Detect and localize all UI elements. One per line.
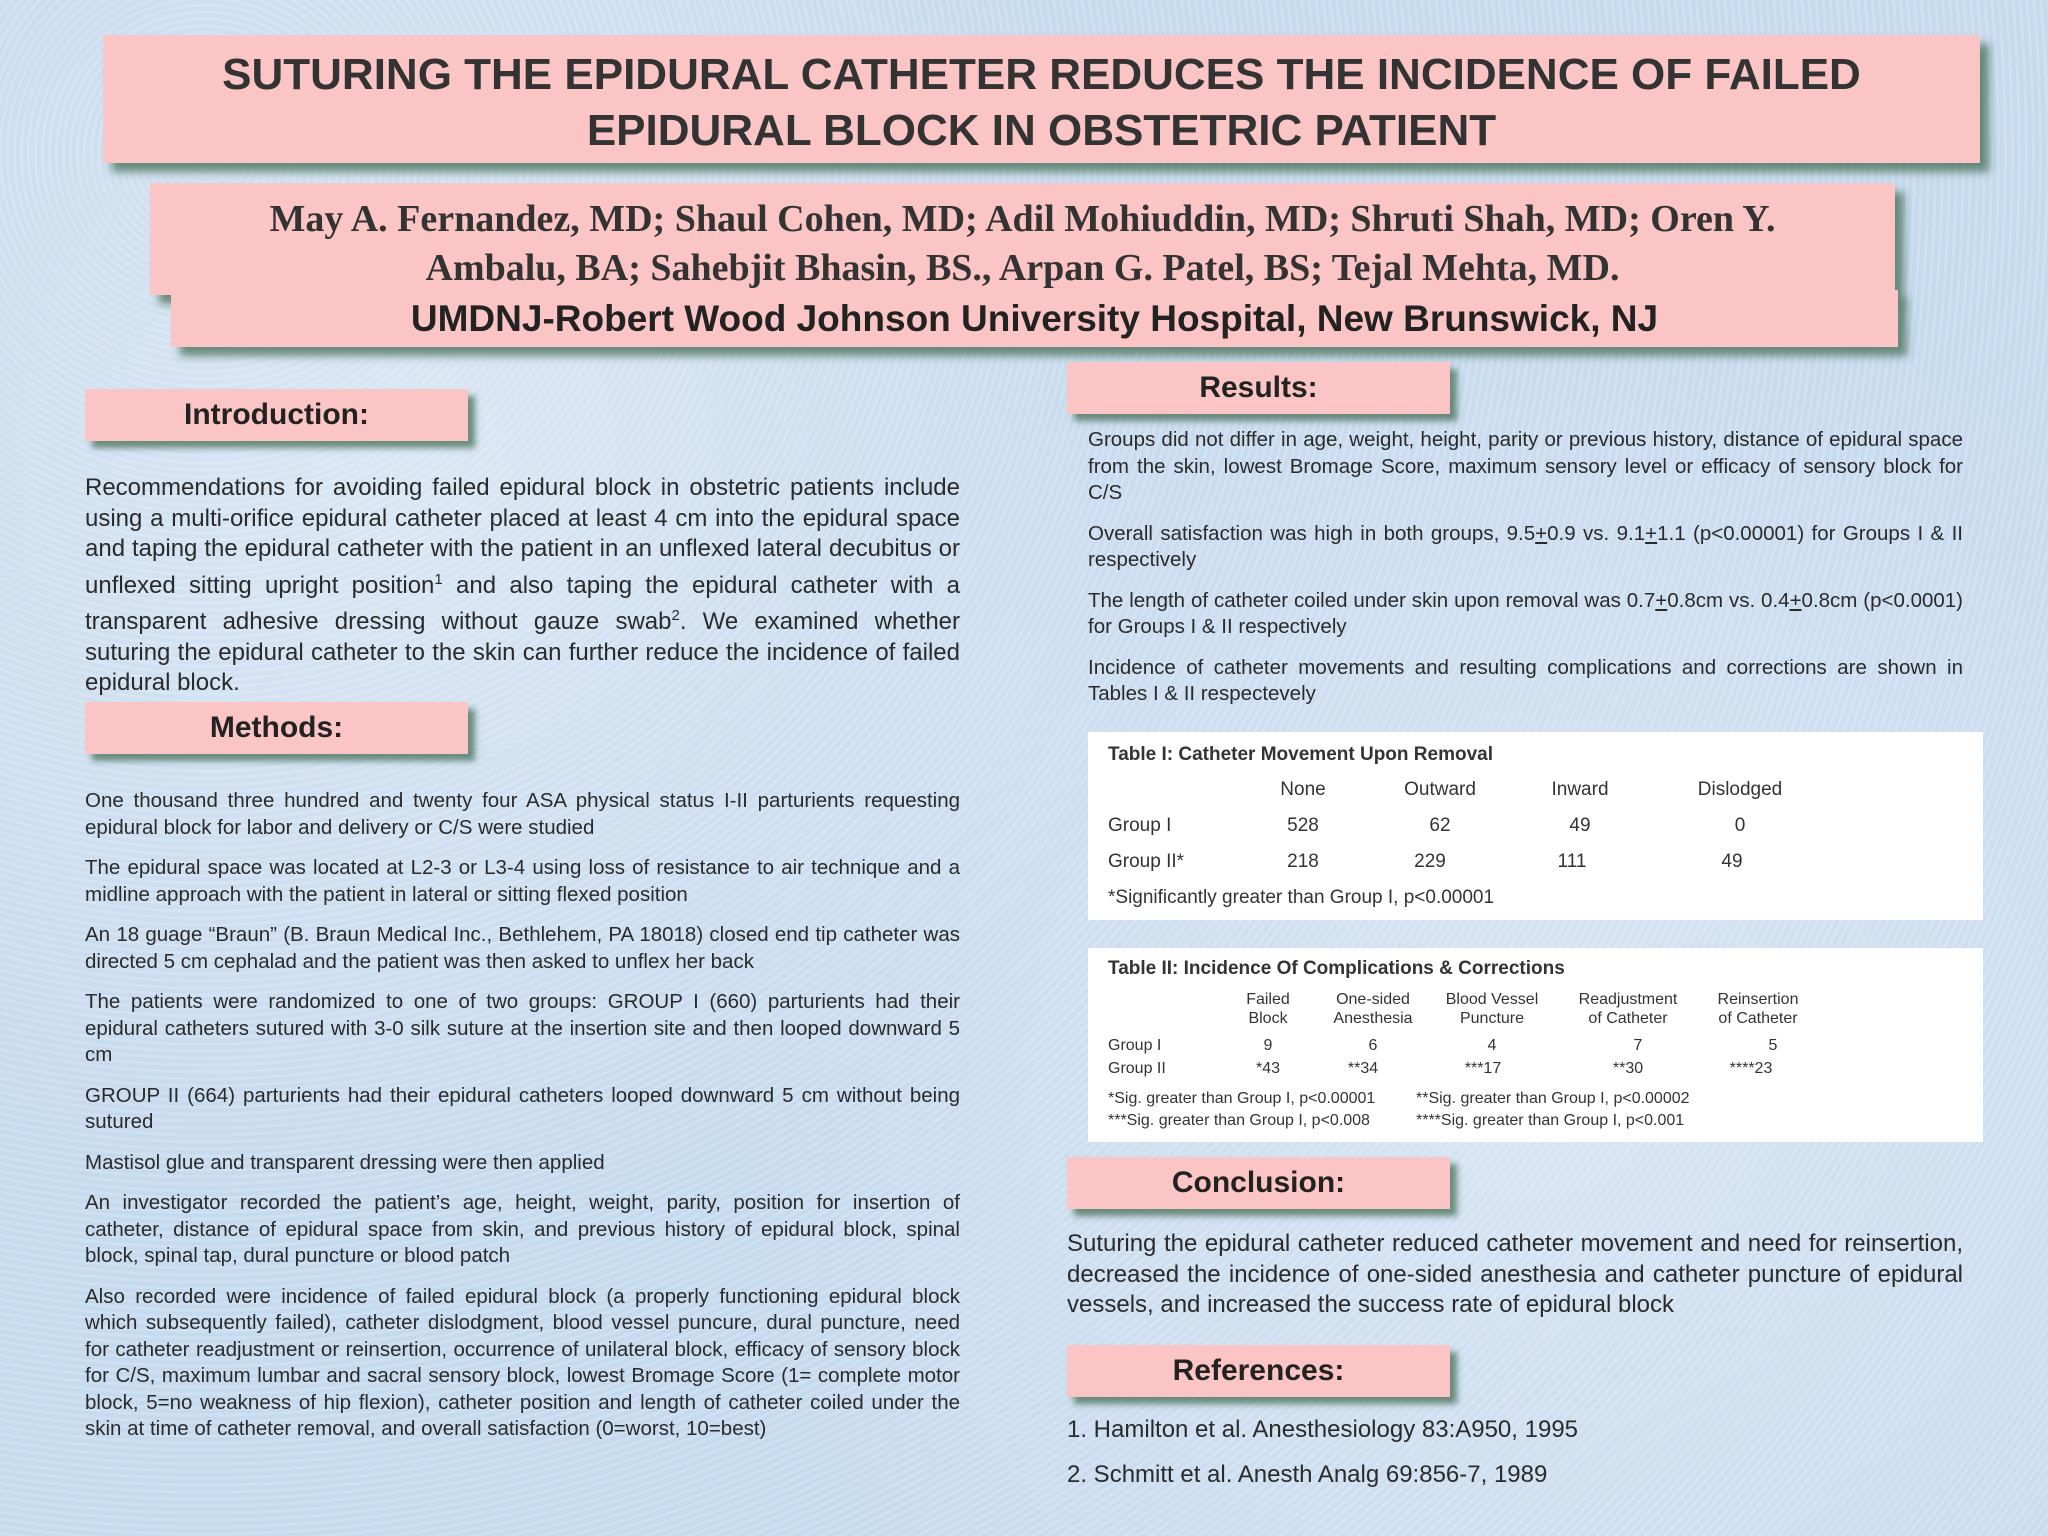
table-cell: **30 [1612,1060,1644,1077]
table-2-footnote: ***Sig. greater than Group I, p<0.008 [1108,1112,1370,1129]
plus-minus: + [1789,588,1802,612]
methods-body [85,788,960,1443]
header-line: Failed [1246,991,1290,1008]
header-line: of Catheter [1718,1010,1798,1027]
affiliation-banner [171,290,1898,347]
table-1-footnote: *Significantly greater than Group I, p<0.00001 [1108,887,1495,908]
table-cell: 49 [1569,815,1591,836]
methods-paragraph: An 18 guage “Braun” (B. Braun Medical Inc., Bethlehem, PA 18018) closed end tip catheter was directed 5 cm cephalad and the patient was then asked to unflex her back [85,923,960,973]
conclusion-body [1067,1229,1963,1321]
table-cell: 5 [1768,1037,1778,1054]
methods-paragraph: Mastisol glue and transparent dressing were then applied [85,1150,605,1174]
table-cell: 6 [1368,1037,1378,1054]
results-text: Overall satisfaction was high in both groups, 9.5 [1088,521,1536,545]
results-text: 0.8cm vs. 0.4 [1667,588,1790,612]
table-cell: 62 [1429,815,1451,836]
table-1-header: Outward [1404,779,1476,800]
intro-text-2: and also taping the epidural catheter with a transparent adhesive dressing without gauze swab [85,571,961,635]
results-heading: Results: [1067,362,1450,414]
results-text: 0.9 vs. 9.1 [1547,521,1646,545]
results-text: 1.1 (p<0.00001) for Groups I & II respectively [1088,521,1964,571]
table-2-header [1553,990,1703,1028]
methods-heading: Methods: [85,702,468,754]
table-row-label: Group I [1108,1037,1162,1054]
table-cell: ***17 [1464,1060,1502,1077]
results-body [1088,427,1963,708]
authors-banner [150,183,1895,295]
title-banner [103,35,1980,163]
conclusion-paragraph: Suturing the epidural catheter reduced catheter movement and need for reinsertion, decreased the incidence of one-sided anesthesia and catheter puncture of epidural vessels, and increased the success rate of epidural block [1067,1230,1963,1318]
references-heading: References: [1067,1345,1450,1397]
authors-line-2: Ambalu, BA; Sahebjit Bhasin, BS., Arpan G. Patel, BS; Tejal Mehta, MD. [425,247,1620,289]
references-list [1067,1415,1963,1490]
references-body [1067,1415,1963,1504]
results-paragraph [1088,588,1963,641]
methods-paragraph: The epidural space was located at L2-3 or L3-4 using loss of resistance to air technique and a midline approach with the patient in lateral or sitting flexed position [85,856,960,906]
results-paragraph: Incidence of catheter movements and resulting complications and corrections are shown in Tables I & II respectevely [1088,655,1963,705]
table-cell: **34 [1347,1060,1379,1077]
table-row-label: Group II [1108,1060,1166,1077]
methods-paragraph: An investigator recorded the patient’s age, height, weight, parity, position for insertion of catheter, distance of epidural space from skin, and previous history of epidural block, spinal block, spinal tap, dural puncture or blood patch [85,1191,960,1267]
table-2-header [1688,990,1828,1028]
table-2-header [1422,990,1562,1028]
header-line: of Catheter [1588,1010,1668,1027]
citation-2: 2 [671,607,680,624]
plus-minus: + [1645,521,1658,545]
table-1 [1088,732,1983,920]
table-cell: 229 [1414,851,1446,872]
title-line-1: SUTURING THE EPIDURAL CATHETER REDUCES THE INCIDENCE OF FAILED [222,50,1861,99]
table-cell: 49 [1721,851,1743,872]
table-cell: 218 [1287,851,1319,872]
table-cell: ****23 [1729,1060,1773,1077]
table-2-footnote: ****Sig. greater than Group I, p<0.001 [1416,1112,1685,1129]
header-line: Blood Vessel [1445,991,1539,1008]
table-cell: 111 [1557,851,1587,872]
reference-item: 1. Hamilton et al. Anesthesiology 83:A950, 1995 [1067,1416,1579,1443]
table-cell: 9 [1263,1037,1273,1054]
table-2 [1088,948,1983,1142]
introduction-heading: Introduction: [85,389,468,441]
plus-minus: + [1535,521,1548,545]
table-cell: 528 [1287,815,1319,836]
table-2-title: Table II: Incidence Of Complications & Corrections [1108,958,1565,979]
methods-paragraph: The patients were randomized to one of two groups: GROUP I (660) parturients had their epidural catheters sutured with 3-0 silk suture at the insertion site and then looped downward 5 cm [85,990,960,1066]
table-1-title: Table I: Catheter Movement Upon Removal [1108,744,1493,765]
header-line: Reinsertion [1717,991,1799,1008]
results-text: 0.8cm (p<0.0001) for Groups I & II respectively [1088,588,1963,638]
methods-paragraph: Also recorded were incidence of failed epidural block (a properly functioning epidural block which subsequently failed), catheter dislodgment, blood vessel puncure, dural puncture, need for catheter readjustment or reinsertion, occurrence of unilateral block, efficacy of sensory block for C/S, maximum lumbar and sacral sensory block, lowest Bromage Score (1= complete motor block, 5=no weakness of hip flexion), catheter position and length of catheter coiled under the skin at time of catheter removal, and overall satisfaction (0=worst, 10=best) [85,1284,960,1440]
header-line: Block [1248,1010,1288,1027]
table-cell: 7 [1633,1037,1643,1054]
header-line: Anesthesia [1333,1010,1413,1027]
table-2-footnote: *Sig. greater than Group I, p<0.00001 [1108,1090,1376,1107]
table-1-header: None [1280,779,1326,800]
header-line: Readjustment [1578,991,1678,1008]
author-list [150,183,1895,293]
introduction-paragraph [85,473,960,699]
title-line-2: EPIDURAL BLOCK IN OBSTETRIC PATIENT [586,106,1497,155]
results-paragraph [1088,521,1963,574]
table-cell: 4 [1487,1037,1497,1054]
header-line: Puncture [1459,1010,1525,1027]
table-1-header: Inward [1551,779,1609,800]
table-cell: *43 [1255,1060,1281,1077]
header-line: One-sided [1336,991,1410,1008]
citation-1: 1 [434,570,443,588]
methods-paragraph: GROUP II (664) parturients had their epidural catheters looped downward 5 cm without being sutured [85,1083,960,1133]
intro-text-1: Recommendations for avoiding failed epidural block in obstetric patients include using a multi-orifice epidural catheter placed at least 4 cm into the epidural space and taping the epidural catheter with the patient in an unflexed lateral decubitus or unflexed sitting upright position [85,474,960,599]
authors-line-1: May A. Fernandez, MD; Shaul Cohen, MD; Adil Mohiuddin, MD; Shruti Shah, MD; Oren Y. [269,198,1776,240]
table-cell: 0 [1734,815,1746,836]
conclusion-heading: Conclusion: [1067,1157,1450,1209]
table-row-label: Group I [1108,815,1172,836]
results-paragraph: Groups did not differ in age, weight, height, parity or previous history, distance of epidural space from the skin, lowest Bromage Score, maximum sensory level or efficacy of sensory block for C/S [1088,428,1963,504]
introduction-body [85,473,960,699]
plus-minus: + [1655,588,1668,612]
poster-title [103,35,1980,159]
intro-text-3: . We examined whether suturing the epidural catheter to the skin can further reduce the incidence of failed epidural block. [85,608,960,696]
methods-paragraph: One thousand three hundred and twenty four ASA physical status I-II parturients requesting epidural block for labor and delivery or C/S were studied [85,789,960,839]
table-2-footnote: **Sig. greater than Group I, p<0.00002 [1416,1090,1690,1107]
table-1-header: Dislodged [1697,779,1783,800]
affiliation: UMDNJ-Robert Wood Johnson University Hospital, New Brunswick, NJ [410,298,1659,339]
table-row-label: Group II* [1108,851,1185,872]
results-text: The length of catheter coiled under skin upon removal was 0.7 [1088,588,1656,612]
reference-item: 2. Schmitt et al. Anesth Analg 69:856-7, 1989 [1067,1460,1548,1488]
